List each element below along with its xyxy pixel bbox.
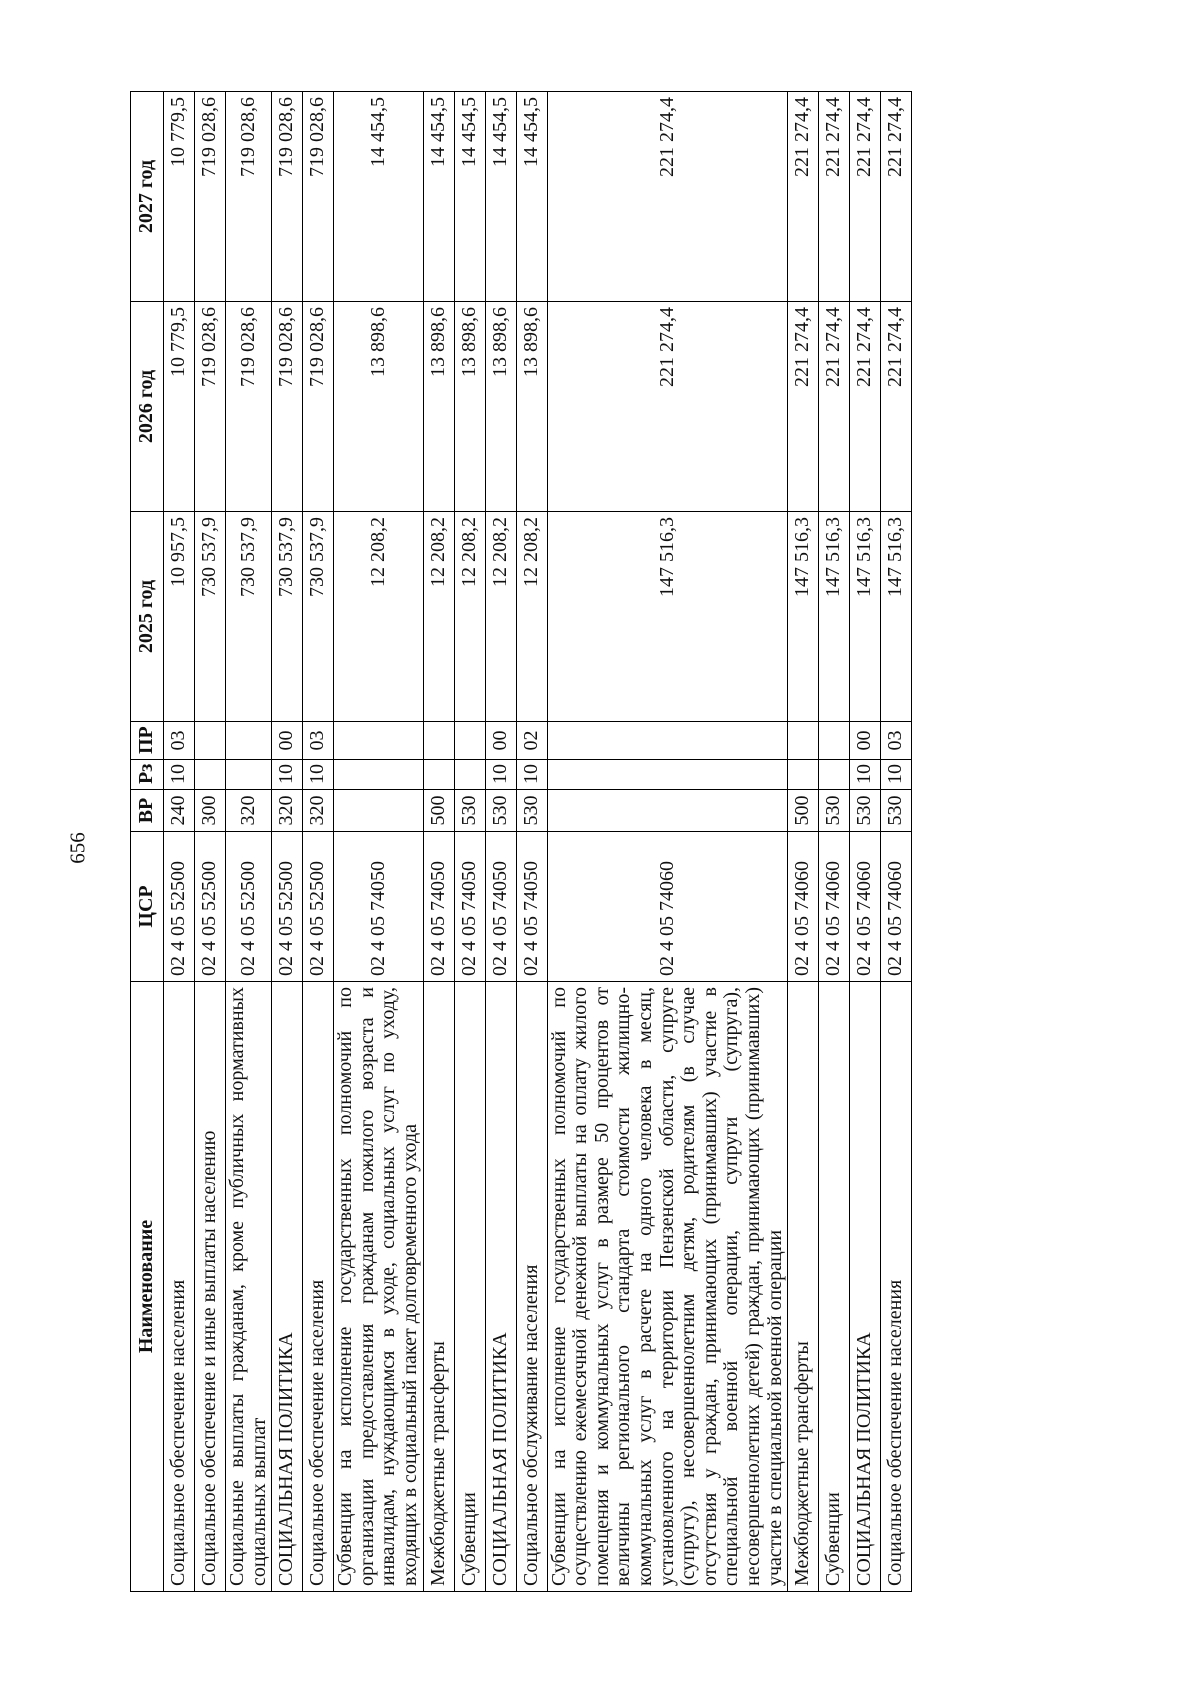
row-2026: 221 274,4 bbox=[788, 302, 819, 512]
row-csr: 02 4 05 52500 bbox=[272, 832, 303, 982]
row-2027: 14 454,5 bbox=[334, 92, 423, 302]
row-vr: 530 bbox=[881, 790, 912, 832]
row-vr: 320 bbox=[272, 790, 303, 832]
row-vr bbox=[334, 790, 423, 832]
row-2027: 10 779,5 bbox=[164, 92, 195, 302]
table-row bbox=[272, 92, 303, 1592]
table-row bbox=[547, 92, 788, 1592]
row-vr: 530 bbox=[516, 790, 547, 832]
row-name: Социальное обеспечение населения bbox=[303, 982, 334, 1592]
row-pr bbox=[195, 722, 226, 760]
row-2026: 221 274,4 bbox=[881, 302, 912, 512]
row-2026: 719 028,6 bbox=[303, 302, 334, 512]
row-rz: 10 bbox=[881, 760, 912, 790]
row-vr: 320 bbox=[226, 790, 272, 832]
row-vr: 240 bbox=[164, 790, 195, 832]
row-rz: 10 bbox=[516, 760, 547, 790]
row-rz: 10 bbox=[850, 760, 881, 790]
row-2026: 10 779,5 bbox=[164, 302, 195, 512]
row-2027: 719 028,6 bbox=[303, 92, 334, 302]
row-2025: 147 516,3 bbox=[881, 512, 912, 722]
row-2025: 10 957,5 bbox=[164, 512, 195, 722]
row-vr: 530 bbox=[454, 790, 485, 832]
row-name: Социальное обеспечение населения bbox=[881, 982, 912, 1592]
row-rz bbox=[195, 760, 226, 790]
row-name: Субвенции bbox=[454, 982, 485, 1592]
row-rz: 10 bbox=[485, 760, 516, 790]
row-2027: 14 454,5 bbox=[485, 92, 516, 302]
row-rz bbox=[423, 760, 454, 790]
row-vr: 530 bbox=[850, 790, 881, 832]
header-rz: Рз bbox=[131, 760, 164, 790]
row-2026: 13 898,6 bbox=[485, 302, 516, 512]
row-pr bbox=[334, 722, 423, 760]
row-name: СОЦИАЛЬНАЯ ПОЛИТИКА bbox=[485, 982, 516, 1592]
table-row bbox=[850, 92, 881, 1592]
row-name: СОЦИАЛЬНАЯ ПОЛИТИКА bbox=[272, 982, 303, 1592]
row-csr: 02 4 05 74050 bbox=[454, 832, 485, 982]
row-vr: 500 bbox=[423, 790, 454, 832]
header-name: Наименование bbox=[131, 982, 164, 1592]
row-2027: 719 028,6 bbox=[226, 92, 272, 302]
table-row bbox=[516, 92, 547, 1592]
row-rz: 10 bbox=[164, 760, 195, 790]
table-row bbox=[454, 92, 485, 1592]
table-row bbox=[334, 92, 423, 1592]
table-row bbox=[423, 92, 454, 1592]
row-rz bbox=[334, 760, 423, 790]
row-pr bbox=[788, 722, 819, 760]
row-2026: 719 028,6 bbox=[272, 302, 303, 512]
row-name: Социальное обслуживание населения bbox=[516, 982, 547, 1592]
row-2027: 221 274,4 bbox=[850, 92, 881, 302]
row-2025: 730 537,9 bbox=[272, 512, 303, 722]
row-rz bbox=[819, 760, 850, 790]
row-rz: 10 bbox=[303, 760, 334, 790]
row-pr bbox=[819, 722, 850, 760]
row-2027: 221 274,4 bbox=[547, 92, 788, 302]
row-2027: 14 454,5 bbox=[454, 92, 485, 302]
row-pr: 03 bbox=[303, 722, 334, 760]
row-name: Субвенции bbox=[819, 982, 850, 1592]
table-row bbox=[881, 92, 912, 1592]
row-2026: 221 274,4 bbox=[547, 302, 788, 512]
row-name: Межбюджетные трансферты bbox=[788, 982, 819, 1592]
row-pr bbox=[454, 722, 485, 760]
row-2026: 13 898,6 bbox=[516, 302, 547, 512]
row-2025: 730 537,9 bbox=[226, 512, 272, 722]
row-csr: 02 4 05 74060 bbox=[850, 832, 881, 982]
row-name: Социальное обеспечение и иные выплаты населению bbox=[195, 982, 226, 1592]
row-csr: 02 4 05 52500 bbox=[164, 832, 195, 982]
row-rz bbox=[454, 760, 485, 790]
header-vr: ВР bbox=[131, 790, 164, 832]
table-row bbox=[303, 92, 334, 1592]
row-2025: 12 208,2 bbox=[485, 512, 516, 722]
row-2027: 221 274,4 bbox=[881, 92, 912, 302]
row-pr: 02 bbox=[516, 722, 547, 760]
row-2025: 730 537,9 bbox=[195, 512, 226, 722]
row-vr: 500 bbox=[788, 790, 819, 832]
row-2025: 12 208,2 bbox=[516, 512, 547, 722]
row-2027: 221 274,4 bbox=[788, 92, 819, 302]
budget-table bbox=[130, 91, 912, 1592]
row-2026: 719 028,6 bbox=[226, 302, 272, 512]
row-2026: 719 028,6 bbox=[195, 302, 226, 512]
row-csr: 02 4 05 74060 bbox=[788, 832, 819, 982]
row-csr: 02 4 05 52500 bbox=[195, 832, 226, 982]
row-csr: 02 4 05 74060 bbox=[881, 832, 912, 982]
table-row bbox=[226, 92, 272, 1592]
row-vr: 320 bbox=[303, 790, 334, 832]
table-row bbox=[788, 92, 819, 1592]
row-2025: 147 516,3 bbox=[788, 512, 819, 722]
row-name: Межбюджетные трансферты bbox=[423, 982, 454, 1592]
row-2026: 13 898,6 bbox=[423, 302, 454, 512]
row-2027: 719 028,6 bbox=[272, 92, 303, 302]
header-2027: 2027 год bbox=[131, 92, 164, 302]
header-2025: 2025 год bbox=[131, 512, 164, 722]
row-pr bbox=[226, 722, 272, 760]
row-csr: 02 4 05 74060 bbox=[547, 832, 788, 982]
row-2025: 147 516,3 bbox=[850, 512, 881, 722]
row-name: Социальные выплаты гражданам, кроме публичных нормативных социальных выплат bbox=[226, 982, 272, 1592]
row-csr: 02 4 05 74050 bbox=[423, 832, 454, 982]
row-2025: 730 537,9 bbox=[303, 512, 334, 722]
row-2025: 147 516,3 bbox=[547, 512, 788, 722]
row-rz bbox=[788, 760, 819, 790]
row-vr: 530 bbox=[485, 790, 516, 832]
table-row bbox=[485, 92, 516, 1592]
row-pr: 00 bbox=[850, 722, 881, 760]
header-pr: ПР bbox=[131, 722, 164, 760]
row-2025: 147 516,3 bbox=[819, 512, 850, 722]
row-rz bbox=[226, 760, 272, 790]
row-pr bbox=[423, 722, 454, 760]
header-row bbox=[131, 92, 164, 1592]
table-row bbox=[164, 92, 195, 1592]
row-2025: 12 208,2 bbox=[423, 512, 454, 722]
table-row bbox=[819, 92, 850, 1592]
row-csr: 02 4 05 74050 bbox=[485, 832, 516, 982]
row-csr: 02 4 05 52500 bbox=[226, 832, 272, 982]
budget-table-rotated bbox=[130, 92, 1010, 1592]
row-2026: 13 898,6 bbox=[334, 302, 423, 512]
row-2027: 221 274,4 bbox=[819, 92, 850, 302]
header-csr: ЦСР bbox=[131, 832, 164, 982]
row-csr: 02 4 05 74050 bbox=[334, 832, 423, 982]
row-name: Субвенции на исполнение государственных полномочий по организации предоставления гражданам пожилого возраста и инвалидам, нуждающимся в уходе, социальных услуг по уходу, входящих в социальный пакет долговременного ухода bbox=[334, 982, 423, 1592]
header-2026: 2026 год bbox=[131, 302, 164, 512]
row-2027: 14 454,5 bbox=[516, 92, 547, 302]
page-number: 656 bbox=[65, 832, 90, 864]
row-2027: 14 454,5 bbox=[423, 92, 454, 302]
row-2027: 719 028,6 bbox=[195, 92, 226, 302]
row-vr: 300 bbox=[195, 790, 226, 832]
row-pr: 03 bbox=[164, 722, 195, 760]
row-csr: 02 4 05 52500 bbox=[303, 832, 334, 982]
row-csr: 02 4 05 74060 bbox=[819, 832, 850, 982]
row-2026: 221 274,4 bbox=[819, 302, 850, 512]
row-pr: 03 bbox=[881, 722, 912, 760]
row-2026: 13 898,6 bbox=[454, 302, 485, 512]
table-row bbox=[195, 92, 226, 1592]
row-name: Субвенции на исполнение государственных полномочий по осуществлению ежемесячной денежной выплаты на оплату жилого помещения и коммунальных услуг в размере 50 процентов от величины регионального стандарта стоимости жилищно-коммунальных услуг в расчете на одного человека в месяц, установленного на территории Пензенской области, супруге (супругу), несовершеннолетним детям, родителям (в случае отсутствия у граждан, принимающих (принимавших) участие в специальной военной операции, супруги (супруга), несовершеннолетних детей) граждан, принимающих (принимавших) участие в специальной военной операции bbox=[547, 982, 788, 1592]
row-name: СОЦИАЛЬНАЯ ПОЛИТИКА bbox=[850, 982, 881, 1592]
table-body bbox=[164, 92, 912, 1592]
row-csr: 02 4 05 74050 bbox=[516, 832, 547, 982]
row-pr: 00 bbox=[272, 722, 303, 760]
row-pr bbox=[547, 722, 788, 760]
row-2026: 221 274,4 bbox=[850, 302, 881, 512]
row-rz: 10 bbox=[272, 760, 303, 790]
row-vr: 530 bbox=[819, 790, 850, 832]
row-2025: 12 208,2 bbox=[454, 512, 485, 722]
row-2025: 12 208,2 bbox=[334, 512, 423, 722]
row-vr bbox=[547, 790, 788, 832]
row-pr: 00 bbox=[485, 722, 516, 760]
row-rz bbox=[547, 760, 788, 790]
row-name: Социальное обеспечение населения bbox=[164, 982, 195, 1592]
